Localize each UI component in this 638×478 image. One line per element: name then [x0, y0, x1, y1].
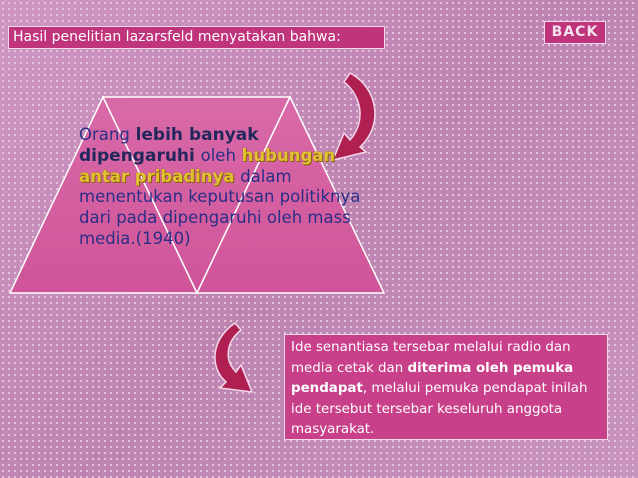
page-title: Hasil penelitian lazarsfeld menyatakan bahwa:	[8, 26, 385, 49]
info-text-part2: , melalui pemuka pendapat inilah ide tersebut tersebar keseluruh anggota masyarakat.	[291, 381, 588, 437]
text-line3: menentukan keputusan politiknya	[79, 187, 361, 207]
text-dalam: dalam	[240, 166, 292, 186]
text-antar-pribadinya: antar pribadinya	[79, 166, 235, 186]
pyramid-statement	[79, 125, 379, 250]
text-hubungan: hubungan	[241, 145, 336, 165]
text-orang: Orang	[79, 125, 130, 144]
text-line5: media.(1940)	[79, 228, 191, 248]
info-box	[284, 334, 608, 440]
back-button[interactable]: BACK	[544, 21, 606, 44]
text-oleh: oleh	[200, 145, 236, 165]
text-lebih-banyak: lebih banyak	[135, 125, 259, 145]
info-text-part1: Ide senantiasa tersebar melalui radio dan media cetak dan	[291, 340, 571, 376]
text-dipengaruhi: dipengaruhi	[79, 145, 195, 166]
info-text-bold: diterima oleh pemuka pendapat	[291, 360, 574, 396]
text-line4: dari pada dipengaruhi oleh mass	[79, 208, 351, 228]
